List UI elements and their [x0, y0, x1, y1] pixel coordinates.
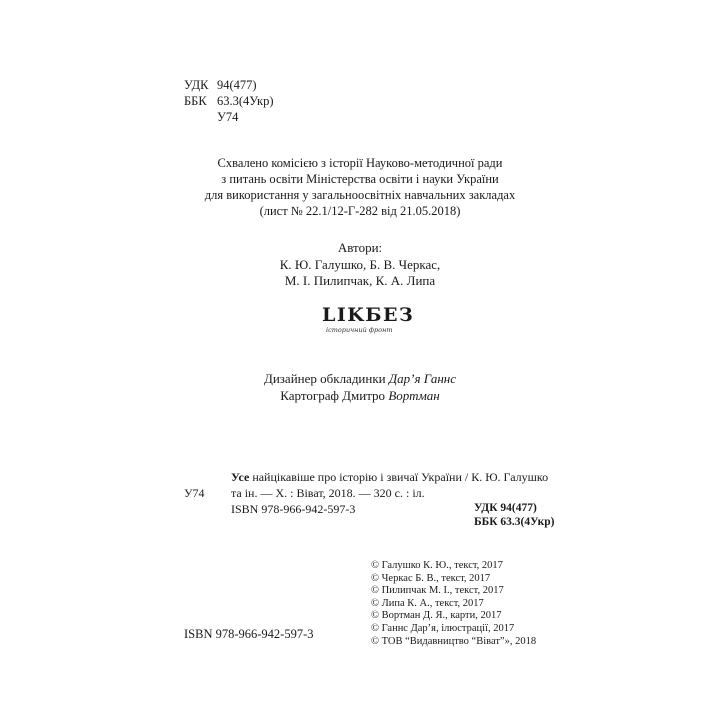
copyright-line: © Черкас Б. В., текст, 2017 — [371, 572, 491, 584]
bbk-row — [184, 93, 274, 109]
authors-line: К. Ю. Галушко, Б. В. Черкас, — [279, 256, 441, 272]
authors-heading: Автори: — [337, 240, 383, 255]
catalog-title-bold: Усе — [231, 470, 250, 484]
approval-block — [160, 155, 560, 219]
copyright-list — [371, 560, 536, 648]
udk-value: 94(477) — [217, 78, 257, 92]
logo-tagline: історичний фронт — [326, 326, 393, 334]
copyright-line: © Галушко К. Ю., текст, 2017 — [371, 560, 503, 571]
cartographer-name: Вортман — [388, 387, 440, 403]
classification-block — [184, 77, 274, 125]
catalog-title-line — [184, 469, 564, 485]
designer-label: Дизайнер обкладинки — [263, 371, 386, 386]
publisher-logo — [322, 304, 415, 348]
approval-line: (лист № 22.1/12-Г-282 від 21.05.2018) — [259, 204, 461, 218]
designer-credit — [160, 371, 560, 388]
approval-line: з питань освіти Міністерства освіти і науки України — [221, 172, 499, 186]
copyright-line: © ТОВ “Видавництво “Віват”», 2018 — [371, 635, 537, 647]
catalog-isbn: ISBN 978-966-942-597-3 — [231, 502, 356, 516]
logo-wordmark: LIKБЕЗ — [322, 304, 415, 326]
credits-block — [160, 371, 560, 404]
catalog-publication-line — [184, 485, 564, 501]
catalog-publication: та ін. — Х. : Віват, 2018. — 320 с. : іл. — [231, 486, 425, 500]
bbk-value: 63.3(4Укр) — [217, 94, 274, 108]
designer-name: Дар’я Ганнс — [388, 371, 457, 386]
copyright-line: © Пилипчак М. І., текст, 2017 — [371, 585, 504, 597]
catalog-mark: У74 — [184, 486, 205, 500]
approval-line: для використання у загальноосвітніх навчальних закладах — [204, 188, 516, 202]
approval-line: Схвалено комісією з історії Науково-методичної ради — [217, 156, 503, 170]
catalog-title-rest: найцікавіше про історію і звичаї України / К. Ю. Галушко — [249, 470, 549, 484]
udk-label: УДК — [184, 78, 209, 92]
cartographer-credit — [160, 388, 560, 405]
isbn-footer: ISBN 978-966-942-597-3 — [184, 627, 314, 641]
catalog-codes — [474, 501, 554, 529]
copyright-line: © Липа К. А., текст, 2017 — [371, 597, 484, 609]
catalog-udk: УДК 94(477) — [474, 502, 537, 514]
copyright-line: © Вортман Д. Я., карти, 2017 — [371, 610, 502, 622]
authors-block — [160, 240, 560, 290]
cartographer-label: Картограф Дмитро — [280, 387, 386, 403]
author-mark: У74 — [217, 110, 239, 124]
catalog-bbk: ББК 63.3(4Укр) — [474, 516, 555, 528]
copyright-line: © Ганнс Дар’я, ілюстрації, 2017 — [371, 622, 515, 634]
bbk-label: ББК — [184, 94, 207, 108]
udk-row — [184, 77, 274, 93]
author-mark-row — [184, 109, 274, 125]
authors-line: М. І. Пилипчак, К. А. Липа — [284, 273, 436, 288]
